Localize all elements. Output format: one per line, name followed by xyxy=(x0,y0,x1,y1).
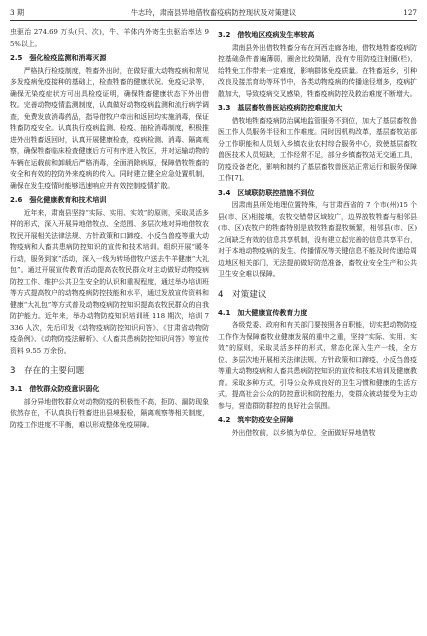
running-title: 牛志玲，肃南县异地借牧畜疫病防控现状及对策建议 xyxy=(130,8,297,17)
subsection-heading: 2.5 强化检疫监测和消毒灭源 xyxy=(10,54,107,62)
subsection-heading: 3.4 区域联防联控措施不到位 xyxy=(218,188,315,197)
issue-number: 3 期 xyxy=(10,8,25,17)
body-paragraph: 借牧地牲畜疫病防治属地监管服务不到位，加大了基层畜牧兽医工作人员服务半径和工作难度。同时因机构改革，基层畜牧站部分工作职能和人员划入乡镇农业农村综合服务中心，致使基层畜牧兽医技术人员短缺，工作经常不足，部分乡镇畜牧站无交通工具，防疫设备老化，影响和制约了基层畜牧兽医站正常运行和服务保障工作[7]。 xyxy=(218,116,417,182)
body-paragraph: 各级党委、政府和有关部门要按照各自职能，切实把动物防疫工作作为保障畜牧业健康发展的重中之重，坚持“实际、实用、实效”的原则，采取灵活多样的形式，常态化深入生产一线，全方位、多层次地开展相关法律法规、方针政策和口蹄疫、小反刍兽疫等重大动物疫病和人畜共患病防控知识的宣传和技术培训及健康教育。采取多种方式，引导公众养成良好的卫生习惯和健康的生活方式，提高社会公众的防控意识和防控能力，变群众被动接受为主动参与，营造群防群控的良好社会氛围。 xyxy=(218,321,417,410)
subsection-heading: 3.2 借牧地区疫病发生率较高 xyxy=(218,31,315,39)
right-column xyxy=(218,27,417,439)
subsection-heading: 3.1 借牧群众防疫意识弱化 xyxy=(10,385,100,393)
subsection-heading: 2.6 强化健康教育和技术培训 xyxy=(10,196,107,204)
body-paragraph: 因肃南县所处地理位置特殊，与甘肃西省的 7 个市(州)15 个县(市、区)相接壤，农牧交错带区域较广，边界放牧牲畜与相邻县(市、区)农牧户的牲畜特别是放牧牲畜混牧频繁，相邻县(市、区)之间缺乏有效的信息共享机制，没有建立起完善的信息共享平台，对于本地动物疫病的发生、传播情况等关键信息不能及时传递给周边地区相关部门，无法提前做好防范准备，畜牧业安全生产和公共卫生安全难以保障。 xyxy=(218,201,417,278)
body-paragraph: 部分异地借牧群众对动物防疫的积极性不高，拒防、漏防现象依然存在，不认真执行牲畜进出县境报检，隔离观察等相关制度，防疫工作进度不平衡，难以形成整体免疫屏障。 xyxy=(10,397,209,429)
page-number: 127 xyxy=(403,8,417,17)
section-heading: 3 存在的主要问题 xyxy=(10,366,85,376)
section-heading: 4 对策建议 xyxy=(218,289,267,300)
body-paragraph: 肃南县外出借牧牲畜分布在河西走廊各地，借牧地牲畜疫病防控基础条件普遍薄弱，圈舍比较简陋，没有专用防疫注射圈(栏)，给牲免工作带来一定难度，影响群体免疫质量。在牲畜返乡，引种改良及接羔育幼等环节中，各类动物疫病的传播途径增多，疫病扩散加大，导致疫病交叉感染，牲畜疫病防控及救治难度不断增大。 xyxy=(218,43,417,98)
body-paragraph: 近年来，肃南县坚持“实际、实用、实效”的原则，采取灵活多样的形式，深入开展异地借牧点、全范围、多层次地对异地借牧农牧民开展相关法律法规、方针政策和口蹄疫、小反刍兽疫等重大动物疫病和人畜共患病防控知识的宣传和技术培训。组织开展“暖冬行动，服务到家”活动，深入一线为转场借牧户送去牛羊健康“大礼包”。通过开展宣传教育活动提高农牧民群众对主动做好动物疫病防控工作、维护公共卫生安全的认识和重视程度，通过举办培训班等方式提高牧户的动物疫病防控技能和水平，通过发放宣传资料和健康“大礼包”等方式普及动物疫病防控知识提高农牧民群众的自我防护能力。近年来，举办动物防疫知识培训班 118 期次，培训 7 336 人次，先后印发《动物疫病防控知识问答》、《甘肃省动物防疫条例》、《动物防疫法解析》、《人畜共患病防控知识问答》等宣传资料 9.55 万余份。 xyxy=(10,208,209,355)
body-paragraph: 虫驱治 274.69 万头(只、次)，牛、羊体内外寄生虫驱治率达 95%以上。 xyxy=(10,28,209,48)
left-column xyxy=(10,27,209,431)
page-header xyxy=(10,6,417,21)
body-paragraph: 严格执行检疫制度，牲畜外出时，在做好重大动物疫病和常见多发疫病免疫接种的基础上，检查牲畜的健康状况、免疫记录等，确保无染疫症状方可出具检疫证明，确保牲畜健康状态下外出借牧。完善动物疫情监测制度，认真做好动物疫病监测和流行病学调查，免费发放消毒药品，指导借牧户牵出和返回均实施消毒，保证牲畜防疫安全。认真执行疫病监测、检疫、抽检消毒制度，积极推进外出牲畜返回时，认真开展健康检查，疫病检测、消毒、隔离观察，确保牲畜临床检查健康后方可有序进入牧区，并对运输动物的车辆在运载前和卸载后严格消毒，全面消除病原，保障借牧牲畜的安全和有效的控防外来疫病的传入。同时建立健全应急处置机制，确保在发生疫情时能够迅速响应并有效控制疫情扩散。 xyxy=(10,66,209,190)
subsection-heading: 4.2 筑牢防疫安全屏障 xyxy=(218,416,294,424)
body-paragraph: 外出借牧前，以乡镇为单位，全面做好异地借牧 xyxy=(231,428,376,437)
subsection-heading: 4.1 加大健康宣传教育力度 xyxy=(218,308,308,317)
subsection-heading: 3.3 基层畜牧兽医站疫病防控难度加大 xyxy=(218,104,343,112)
